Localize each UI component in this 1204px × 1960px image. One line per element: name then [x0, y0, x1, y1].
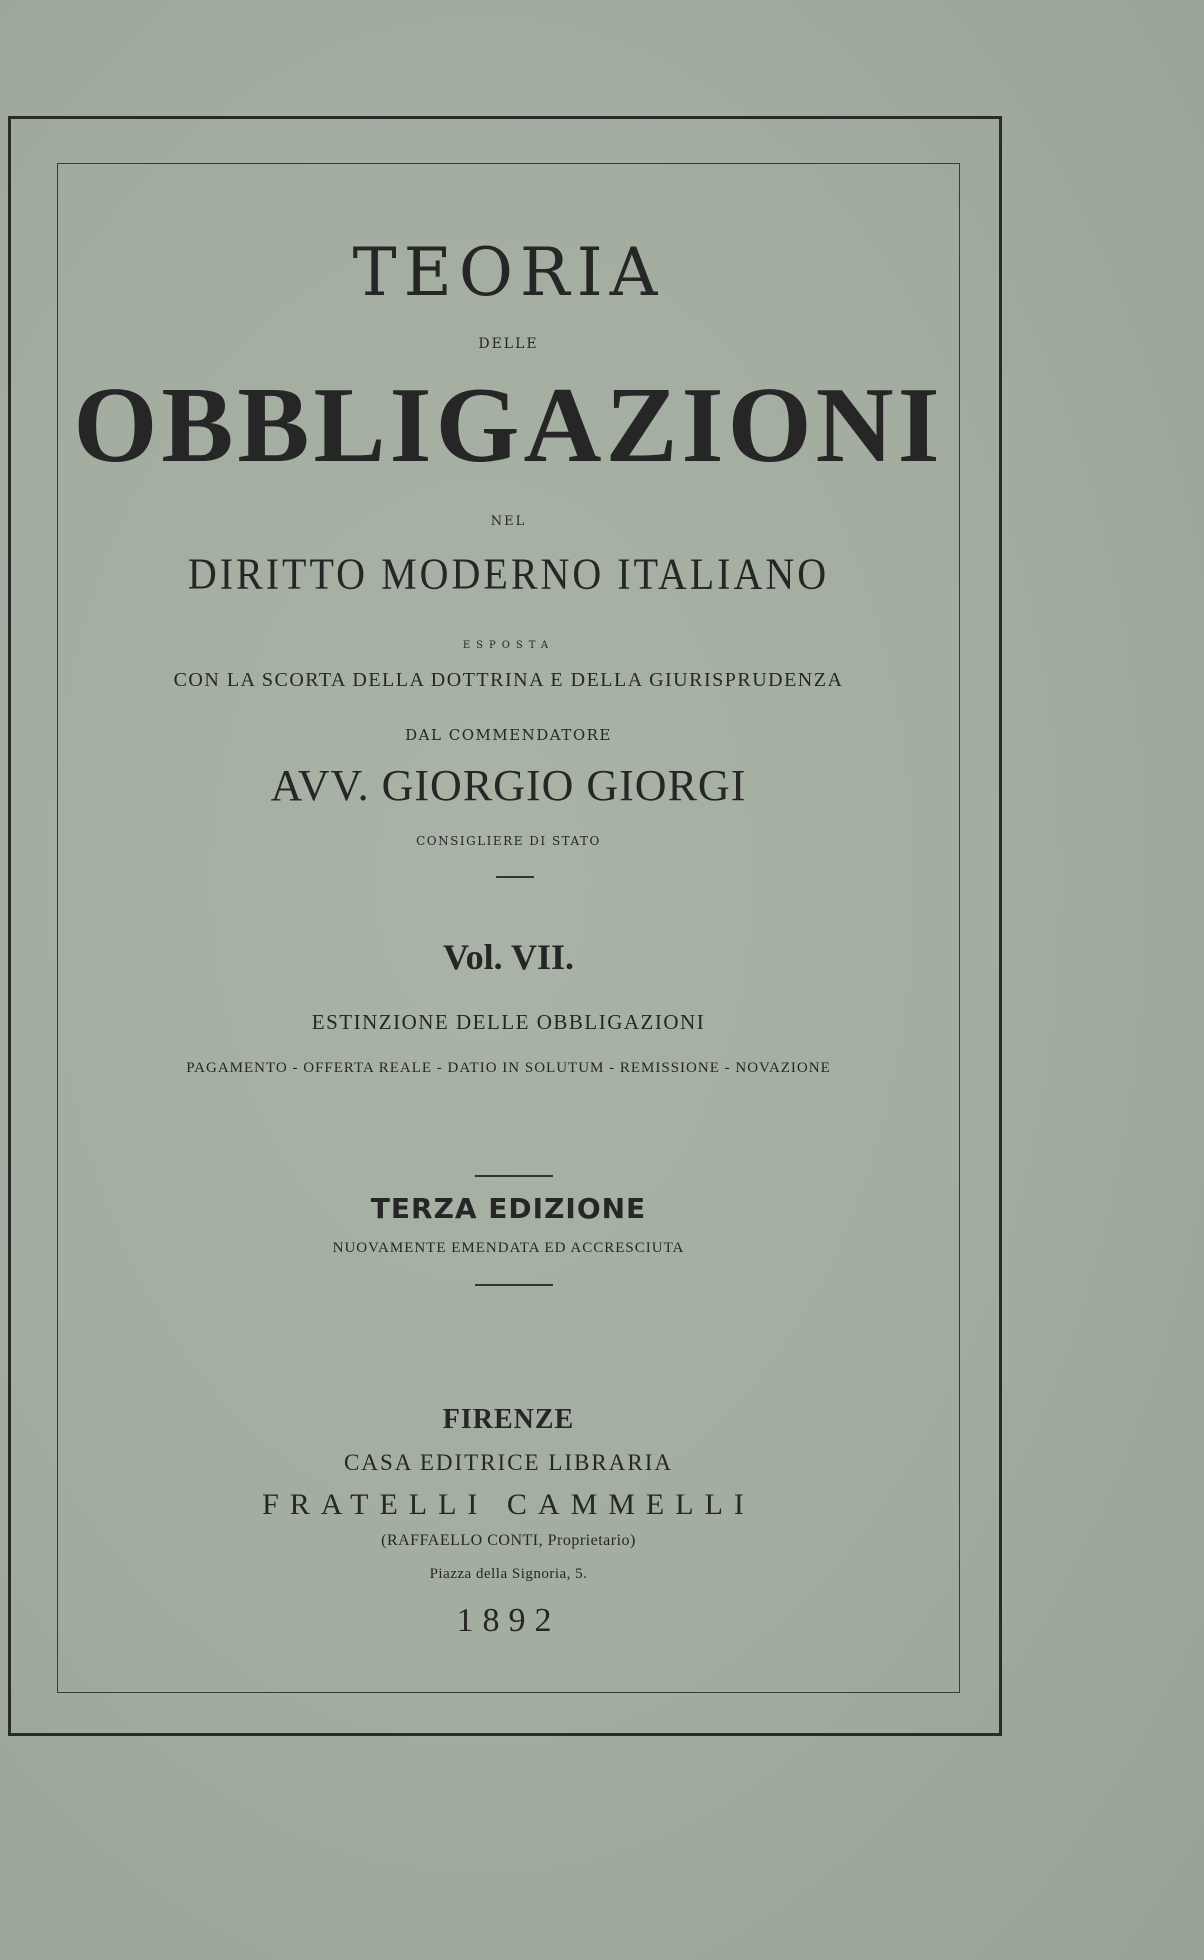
volume-number: Vol. VII. — [442, 937, 575, 977]
publication-city: FIRENZE — [442, 1404, 575, 1435]
subtitle-diritto: DIRITTO MODERNO ITALIANO — [187, 548, 830, 599]
divider-rule-1 — [496, 876, 534, 878]
title-page-content — [58, 164, 959, 1692]
publisher-owner: (RAFFAELLO CONTI, Proprietario) — [381, 1532, 636, 1549]
title-obbligazioni: OBBLIGAZIONI — [73, 366, 944, 485]
divider-rule-3 — [475, 1284, 553, 1286]
esposta-label: ESPOSTA — [462, 640, 555, 651]
outer-border-frame — [8, 116, 1002, 1736]
volume-subtopics: PAGAMENTO - OFFERTA REALE - DATIO IN SOLUTUM - REMISSIONE - NOVAZIONE — [186, 1060, 831, 1076]
title-teoria: TEORIA — [352, 234, 665, 311]
edition-note: NUOVAMENTE EMENDATA ED ACCRESCIUTA — [332, 1240, 685, 1256]
title-connector-delle: DELLE — [478, 336, 539, 352]
author-role: CONSIGLIERE DI STATO — [416, 834, 601, 848]
publisher-line-2: FRATELLI CAMMELLI — [262, 1488, 755, 1521]
scorta-line: CON LA SCORTA DELLA DOTTRINA E DELLA GIURISPRUDENZA — [173, 669, 844, 691]
publication-year: 1892 — [456, 1602, 561, 1639]
inner-border-frame — [57, 163, 960, 1693]
volume-topic: ESTINZIONE DELLE OBBLIGAZIONI — [311, 1010, 706, 1034]
title-connector-nel: NEL — [490, 514, 527, 529]
divider-rule-2 — [475, 1175, 553, 1177]
publisher-address: Piazza della Signoria, 5. — [429, 1566, 588, 1582]
dal-commendatore-label: DAL COMMENDATORE — [405, 726, 612, 744]
edition-label: TERZA EDIZIONE — [370, 1192, 647, 1225]
author-name: AVV. GIORGIO GIORGI — [270, 761, 747, 810]
publisher-line-1: CASA EDITRICE LIBRARIA — [344, 1450, 673, 1475]
